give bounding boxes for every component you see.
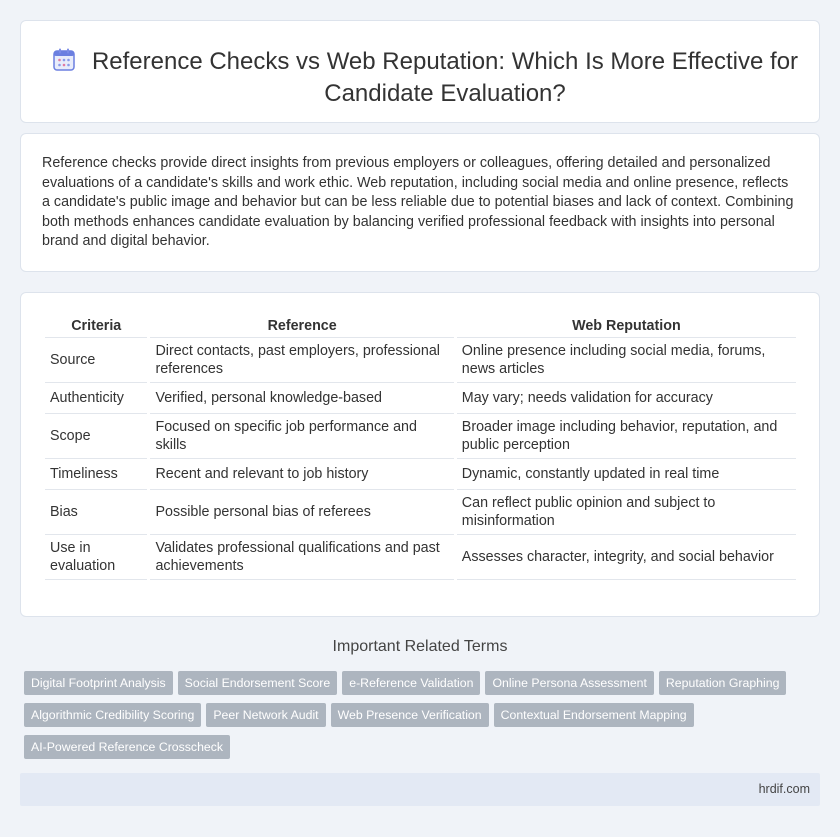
- title-card: [20, 20, 820, 123]
- reference-cell: Verified, personal knowledge-based: [150, 383, 453, 414]
- web-reputation-cell: May vary; needs validation for accuracy: [457, 383, 796, 414]
- criteria-cell: Source: [45, 338, 147, 383]
- footer: [20, 773, 820, 806]
- page-title: Reference Checks vs Web Reputation: Which Is More Effective for Candidate Evaluation?: [91, 48, 799, 107]
- web-reputation-cell: Assesses character, integrity, and social behavior: [457, 535, 796, 580]
- related-terms-list: [24, 671, 804, 767]
- related-term-tag[interactable]: Digital Footprint Analysis: [24, 671, 173, 695]
- intro-paragraph: Reference checks provide direct insights from previous employers or colleagues, offering detailed and personalized evaluations of a candidate's skills and work ethic. Web reputation, including social media and online presence, reflects a candidate's public image and behavior but can be less reliable due to potential biases and lack of context. Combining both methods enhances candidate evaluation by balancing verified professional feedback with insights into personal brand and digital behavior.: [42, 155, 794, 249]
- table-row: [45, 535, 796, 580]
- header-web-reputation: Web Reputation: [457, 315, 796, 338]
- reference-cell: Direct contacts, past employers, professional references: [150, 338, 453, 383]
- reference-cell: Recent and relevant to job history: [150, 459, 453, 490]
- table-header-row: [45, 315, 796, 338]
- comparison-table: [42, 315, 799, 580]
- reference-cell: Possible personal bias of referees: [150, 490, 453, 535]
- criteria-cell: Bias: [45, 490, 147, 535]
- related-term-tag[interactable]: Peer Network Audit: [206, 703, 325, 727]
- web-reputation-cell: Can reflect public opinion and subject to misinformation: [457, 490, 796, 535]
- related-terms-heading: Important Related Terms: [332, 638, 508, 655]
- criteria-cell: Timeliness: [45, 459, 147, 490]
- header-criteria: Criteria: [45, 315, 147, 338]
- web-reputation-cell: Dynamic, constantly updated in real time: [457, 459, 796, 490]
- calendar-icon: [51, 47, 77, 73]
- related-term-tag[interactable]: Social Endorsement Score: [178, 671, 338, 695]
- related-term-tag[interactable]: Algorithmic Credibility Scoring: [24, 703, 201, 727]
- comparison-card: [20, 292, 820, 617]
- header-reference: Reference: [150, 315, 453, 338]
- web-reputation-cell: Broader image including behavior, reputation, and public perception: [457, 414, 796, 459]
- table-row: [45, 414, 796, 459]
- web-reputation-cell: Online presence including social media, forums, news articles: [457, 338, 796, 383]
- criteria-cell: Scope: [45, 414, 147, 459]
- table-row: [45, 459, 796, 490]
- related-term-tag[interactable]: Web Presence Verification: [331, 703, 489, 727]
- criteria-cell: Use in evaluation: [45, 535, 147, 580]
- reference-cell: Validates professional qualifications and past achievements: [150, 535, 453, 580]
- table-row: [45, 383, 796, 414]
- related-term-tag[interactable]: e-Reference Validation: [342, 671, 480, 695]
- related-term-tag[interactable]: Reputation Graphing: [659, 671, 786, 695]
- intro-card: [20, 133, 820, 272]
- table-row: [45, 490, 796, 535]
- table-row: [45, 338, 796, 383]
- criteria-cell: Authenticity: [45, 383, 147, 414]
- related-term-tag[interactable]: Contextual Endorsement Mapping: [494, 703, 694, 727]
- reference-cell: Focused on specific job performance and skills: [150, 414, 453, 459]
- related-term-tag[interactable]: Online Persona Assessment: [485, 671, 653, 695]
- footer-site-link[interactable]: hrdif.com: [758, 782, 810, 796]
- related-term-tag[interactable]: AI-Powered Reference Crosscheck: [24, 735, 230, 759]
